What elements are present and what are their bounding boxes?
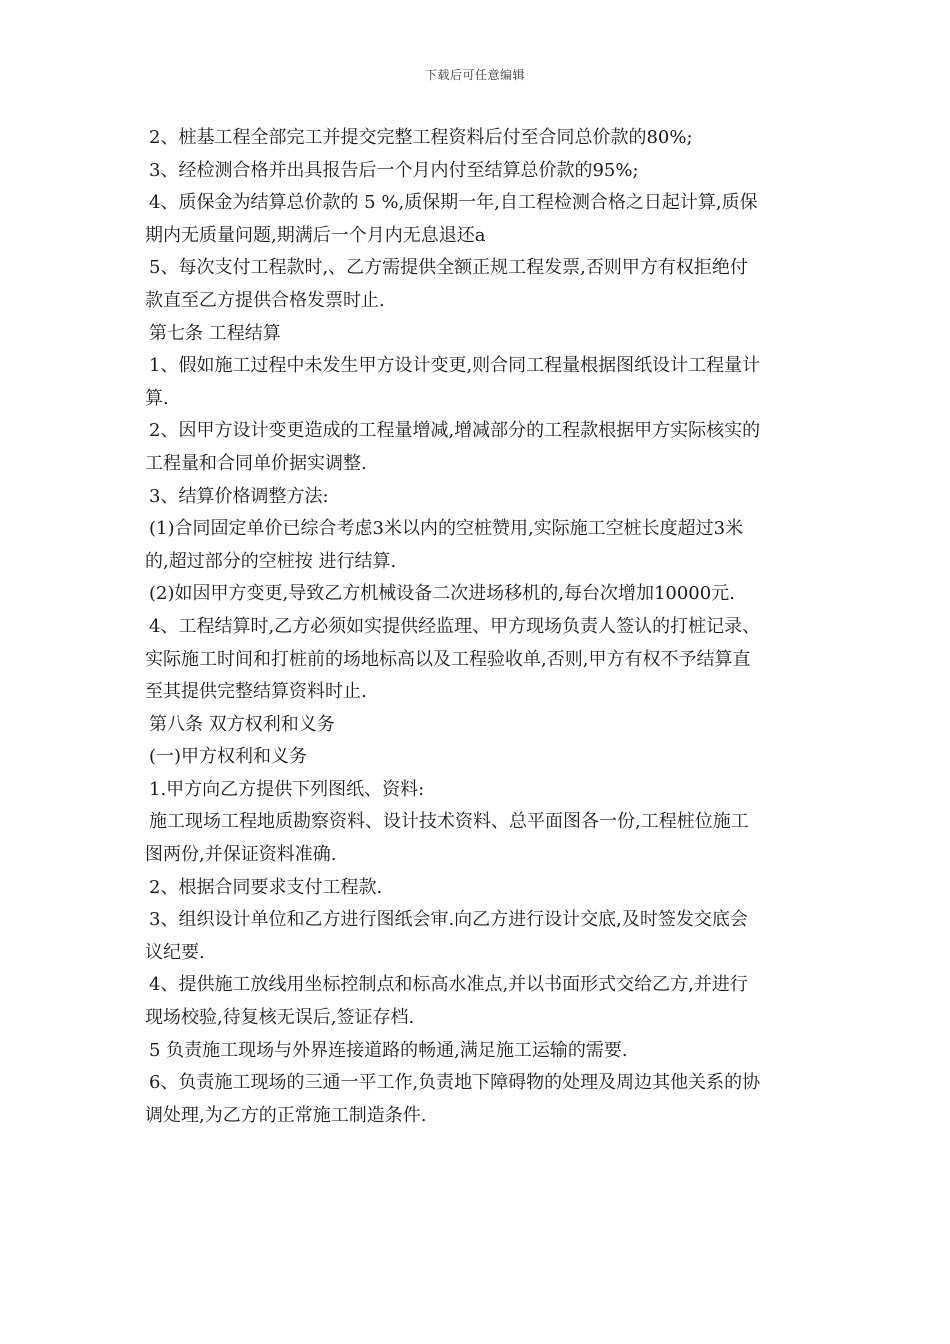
text-line: 2、因甲方设计变更造成的工程量增减,增减部分的工程款根据甲方实际核实的 <box>149 420 761 442</box>
text-line: 现场校验,待复核无误后,签证存档. <box>145 1007 415 1029</box>
text-line: 3、结算价格调整方法: <box>149 485 329 507</box>
text-line: 3、组织设计单位和乙方进行图纸会审.向乙方进行设计交底,及时签发交底会 <box>149 909 748 931</box>
text-line: 1.甲方向乙方提供下列图纸、资料: <box>149 778 425 800</box>
text-line: 期内无质量问题,期满后一个月内无息退还a <box>145 224 486 246</box>
document-body <box>145 122 810 1132</box>
text-line: 图两份,并保证资料准确. <box>145 844 337 866</box>
text-line: 4、工程结算时,乙方必须如实提供经监理、甲方现场负责人签认的打桩记录、 <box>149 615 761 637</box>
text-line: 3、经检测合格并出具报告后一个月内付至结算总价款的95%; <box>149 159 639 181</box>
text-line: 2、桩基工程全部完工并提交完整工程资料后付至合同总价款的80%; <box>149 127 693 148</box>
text-line: 5 负责施工现场与外界连接道路的畅通,满足施工运输的需要. <box>149 1039 628 1061</box>
text-line: 实际施工时间和打桩前的场地标高以及工程验收单,否则,甲方有权不予结算直 <box>145 648 751 670</box>
text-line: (一)甲方权利和义务 <box>149 746 308 768</box>
text-line: 施工现场工程地质勘察资料、设计技术资料、总平面图各一份,工程桩位施工 <box>149 811 749 833</box>
text-line: 第七条 工程结算 <box>149 322 281 344</box>
page-header: 下载后可任意编辑 <box>424 68 525 82</box>
text-line: 5、每次支付工程款时,、乙方需提供全额正规工程发票,否则甲方有权拒绝付 <box>149 257 748 279</box>
text-line: 第八条 双方权利和义务 <box>149 713 335 735</box>
text-line: 的,超过部分的空桩按 进行结算. <box>145 550 397 572</box>
text-line: 调处理,为乙方的正常施工制造条件. <box>145 1104 427 1126</box>
text-line: 议纪要. <box>145 941 205 963</box>
text-line: 款直至乙方提供合格发票时止. <box>145 289 385 311</box>
text-line: 6、负责施工现场的三通一平工作,负责地下障碍物的处理及周边其他关系的协 <box>149 1072 761 1094</box>
text-line: (2)如因甲方变更,导致乙方机械设备二次进场移机的,每台次增加10000元. <box>149 583 735 605</box>
text-line: 4、质保金为结算总价款的 5 %,质保期一年,自工程检测合格之日起计算,质保 <box>149 192 758 214</box>
text-line: 至其提供完整结算资料时止. <box>145 681 367 703</box>
text-line: 工程量和合同单价据实调整. <box>145 452 367 474</box>
text-line: 4、提供施工放线用坐标控制点和标高水准点,并以书面形式交给乙方,并进行 <box>149 974 748 996</box>
text-line: 1、假如施工过程中未发生甲方设计变更,则合同工程量根据图纸设计工程量计 <box>149 355 761 377</box>
text-line: (1)合同固定单价已综合考虑3米以内的空桩赞用,实际施工空桩长度超过3米 <box>149 518 744 540</box>
text-line: 2、根据合同要求支付工程款. <box>149 876 383 898</box>
text-line: 算. <box>145 387 169 409</box>
